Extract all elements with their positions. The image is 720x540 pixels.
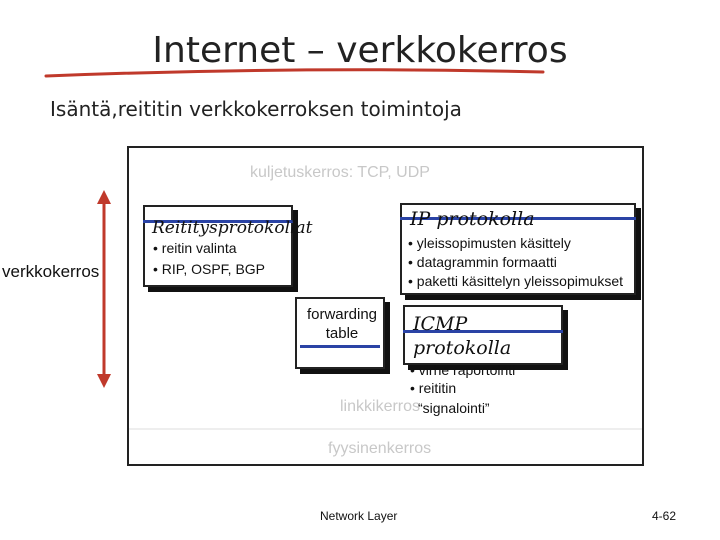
arrow-up-head — [97, 190, 111, 204]
icmp-item: “signalointi” — [418, 400, 490, 416]
routing-item: • reitin valinta — [153, 240, 237, 256]
physical-layer-label: fyysinenkerros — [328, 440, 432, 457]
page-number: 4-62 — [652, 509, 677, 523]
arrow-down-head — [97, 374, 111, 388]
icmp-item: • virhe raportointi — [410, 362, 516, 378]
icmp-heading-line1: ICMP — [413, 313, 468, 335]
ip-item: • paketti käsittelyn yleissopimukset — [408, 273, 623, 289]
ip-heading: IP protokolla — [410, 208, 535, 230]
forwarding-table-label — [297, 305, 387, 343]
ip-item: • datagrammin formaatti — [408, 254, 557, 270]
routing-heading: Reititysprotokollat — [152, 218, 313, 238]
subtitle: Isäntä,reititin verkkokerroksen toimintoja — [50, 97, 462, 121]
forwarding-line1: forwarding — [306, 306, 378, 323]
forwarding-bar — [300, 345, 380, 348]
transport-layer-label: kuljetuskerros: TCP, UDP — [250, 164, 430, 181]
title-underline — [46, 70, 543, 76]
footer-title: Network Layer — [320, 509, 398, 523]
page-title: Internet – verkkokerros — [152, 30, 568, 71]
icmp-heading-line2: protokolla — [413, 337, 512, 359]
forwarding-line2: table — [325, 325, 359, 342]
icmp-item: • reititin — [410, 380, 457, 396]
link-layer-label: linkkikerros — [340, 398, 421, 415]
ip-item: • yleissopimusten käsittely — [408, 235, 571, 251]
network-layer-label: verkkokerros — [2, 262, 100, 281]
routing-item: • RIP, OSPF, BGP — [153, 261, 266, 277]
layer-divider — [129, 428, 642, 430]
